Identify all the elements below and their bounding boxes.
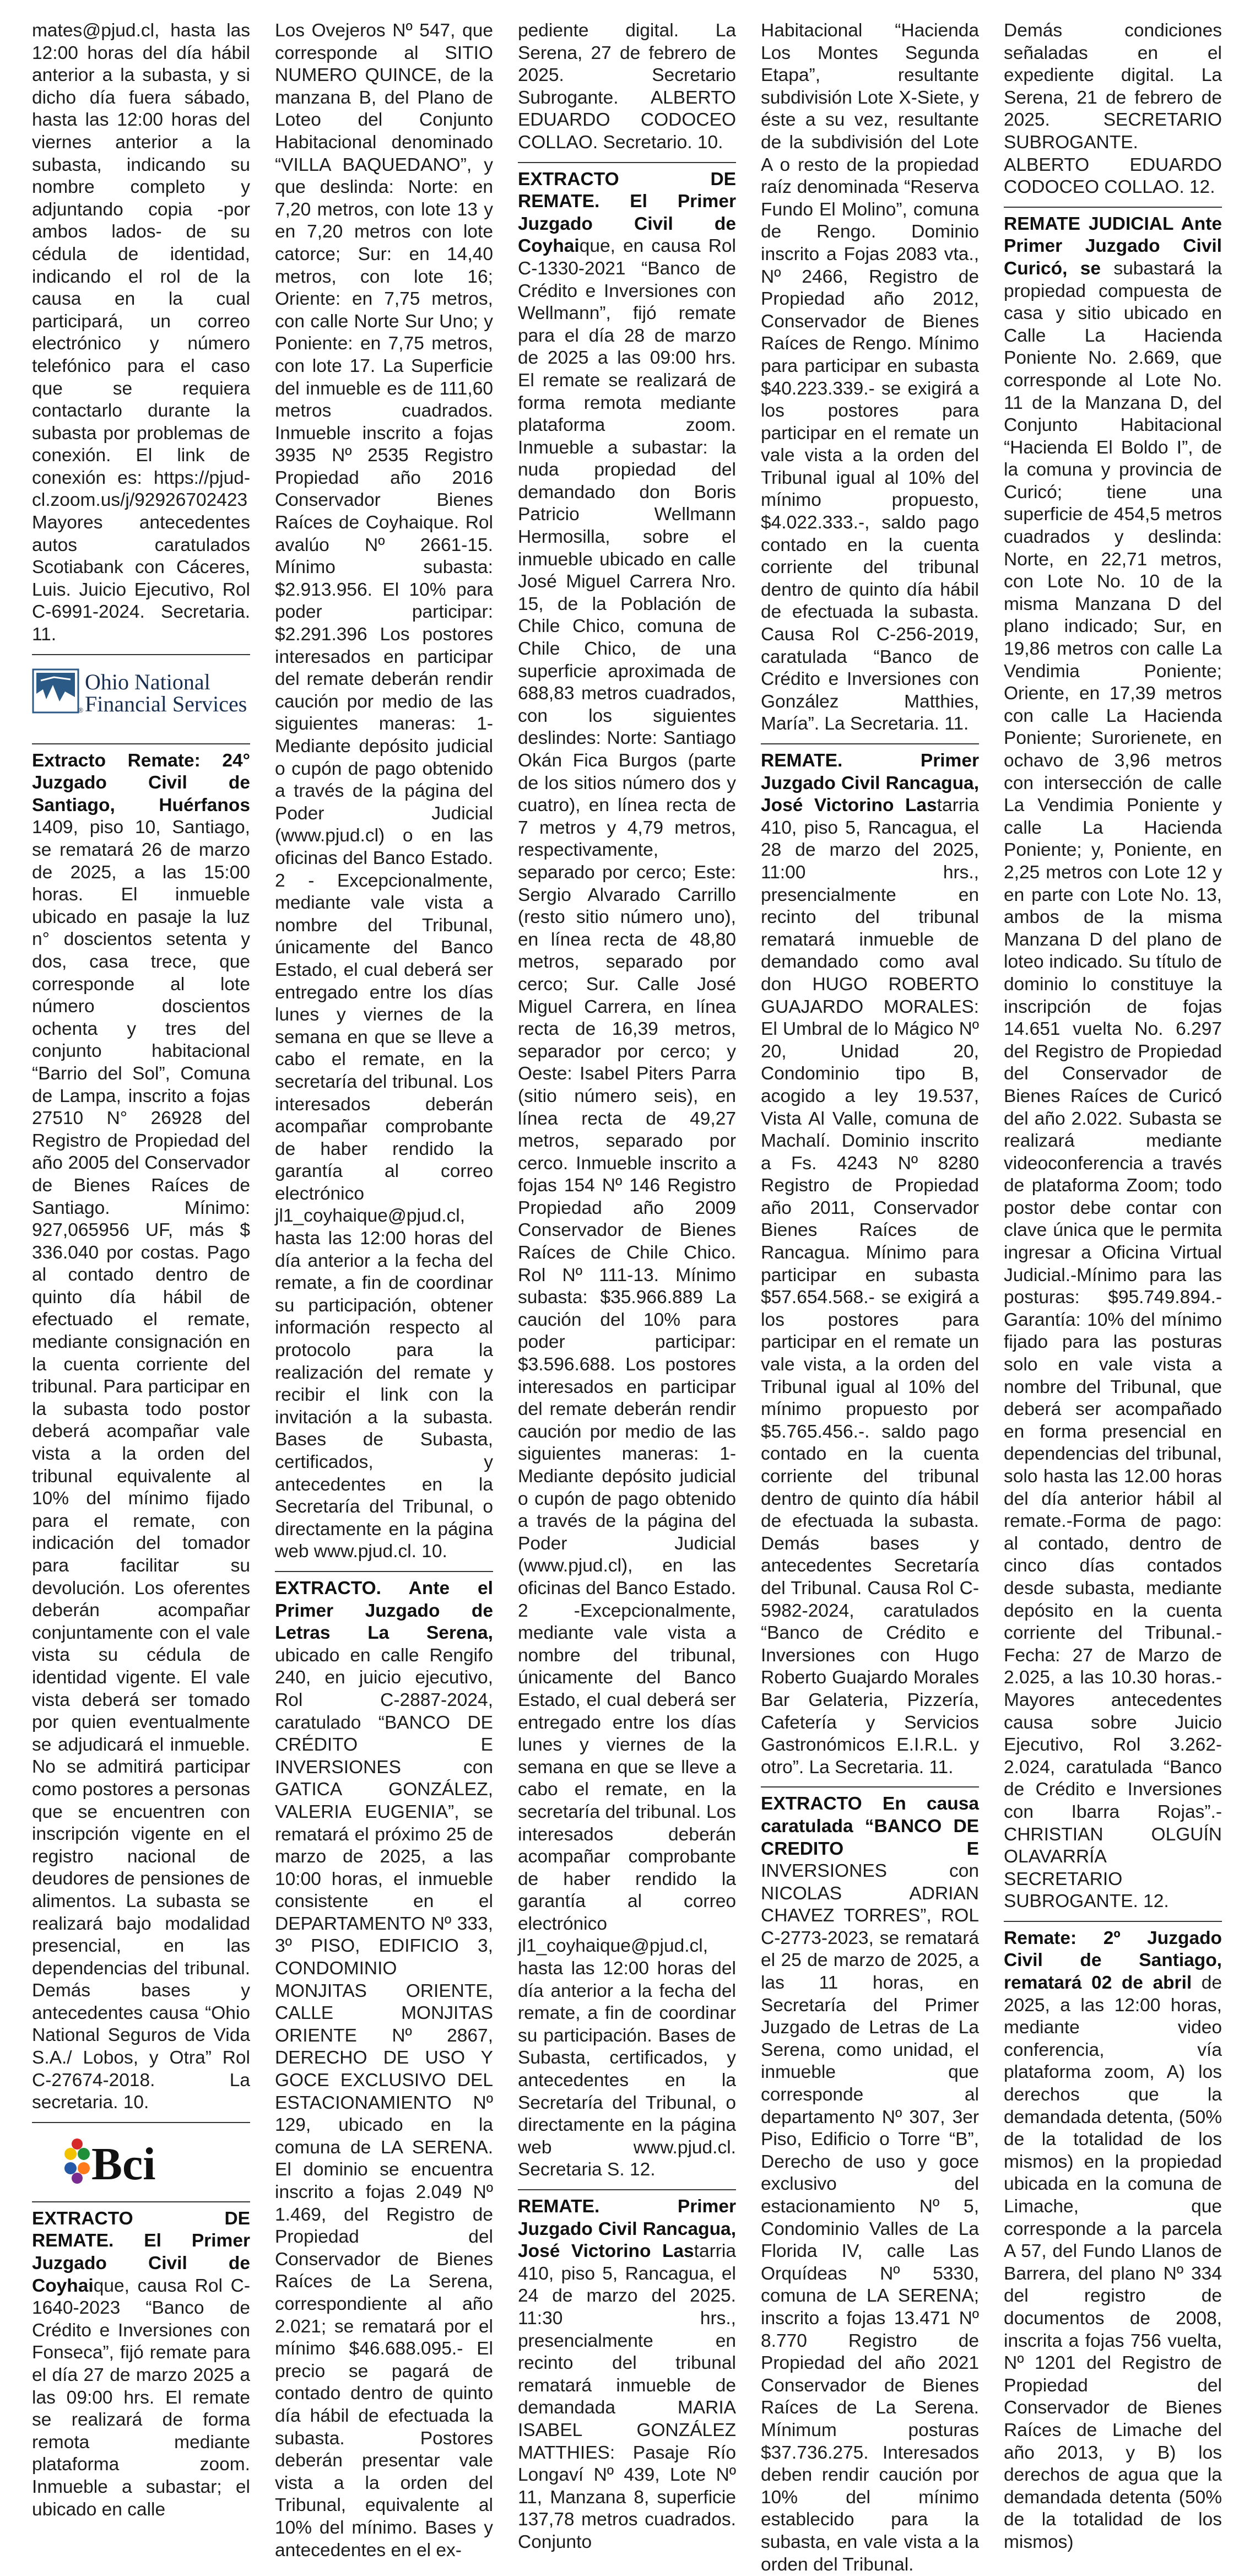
ohio-national-logo-graphic <box>32 661 250 736</box>
column-5 <box>1004 20 1222 2552</box>
divider <box>32 743 250 744</box>
ohio-national-line2: Financial Services <box>85 691 247 716</box>
notice-curico-ibarra <box>1004 213 1222 1913</box>
divider <box>32 654 250 655</box>
notice-rancagua-gonzalez <box>518 2196 736 2554</box>
newspaper-page <box>32 20 1222 2575</box>
column-2 <box>275 20 493 2561</box>
notice-continuation: Habitacional “Hacienda Los Montes Segunda Etapa”, resultante subdivisión Lote X-Siete, y éste a su vez, resultante de la subdivisión del Lote A o resto de la propiedad raíz denominada “Reserva Fundo El Molino”, comuna de Rengo. Dominio inscrito a Fojas 2083 vta., Nº 2466, Registro de Propiedad año 2012, Conservador de Bienes Raíces de Rengo. Mínimo para participar en subasta $40.223.339.- se exigirá a los postores para participar en el remate un vale vista a la orden del Tribunal igual al 10% del mínimo propuesto, $4.022.333.-, saldo pago contado en la cuenta corriente del tribunal dentro de quinto día hábil de efectuada la subasta. Causa Rol C-256-2019, caratulada “Banco de Crédito e Inversiones con González Matthies, María”. La Secretaria. 11. <box>761 20 979 735</box>
notice-body: tarria 410, piso 5, Rancagua, el 24 de marzo del 2025. 11:30 hrs., presencialmente en recinto del tribunal rematará inmueble de demandada MARIA ISABEL GONZÁLEZ MATTHIES: Pasaje Río Longaví Nº 439, Lote Nº 11, Manzana 8, superficie 137,78 metros cuadrados. Conjunto <box>518 2241 736 2552</box>
ohio-national-line1: Ohio National <box>85 669 210 694</box>
notice-body: tarria 410, piso 5, Rancagua, el 28 de marzo del 2025, 11:00 hrs., presencialmente en recinto del tribunal rematará inmueble de demandado como aval don HUGO ROBERTO GUAJARDO MORALES: El Umbral de lo Mágico Nº 20, Unidad 20, Condominio tipo B, acogido a ley 19.537, Vista Al Valle, comuna de Machalí. Dominio inscrito a Fs. 4243 Nº 8280 Registro de Propiedad año 2011, Conservador Bienes Raíces de Rancagua. Mínimo para participar en subasta $57.654.568.- se exigirá a los postores para participar en el remate un vale vista, a la orden del Tribunal igual al 10% del mínimo propuesto por $5.765.456.-. saldo pago contado en la cuenta corriente del tribunal dentro de quinto día hábil de efectuada la subasta. Demás bases y antecedentes Secretaría del Tribunal. Causa Rol C-5982-2024, caratulados “Banco de Crédito e Inversiones con Hugo Roberto Guajardo Morales Bar Gelateria, Pizzería, Cafetería y Servicios Gastronómicos E.I.R.L. y otro”. La Secretaria. 11. <box>761 795 979 1778</box>
registered-mark: ® <box>78 706 83 714</box>
notice-heading: EXTRACTO DE REMATE. El Primer Juzgado Civil de Coyhai <box>32 2208 250 2296</box>
notice-body: que, en causa Rol C-1330-2021 “Banco de Crédito e Inversiones con Wellmann”, fijó remate para el día 28 de marzo de 2025 a las 09:00 hrs. El remate se realizará de forma remota mediante plataforma zoom. Inmueble a subastar: la nuda propiedad del demandado don Boris Patricio Wellmann Hermosilla, sobre el inmueble ubicado en calle José Miguel Carrera Nro. 15, de la Población de Chile Chico, comuna de Chile Chico, de una superficie aproximada de 688,83 metros cuadrados, con los siguientes deslindes: Norte: Santiago Okán Fica Burgos (parte de los sitios número dos y cuatro), en línea recta de 7 metros y 4,79 metros, respectivamente, separado por cerco; Este: Sergio Alvarado Carrillo (resto sitio número uno), en línea recta de 48,80 metros, separado por cerco; Sur. Calle José Miguel Carrera, en línea recta de 16,39 metros, separador por cerco; y Oeste: Isabel Piters Parra (sitio número seis), en línea recta de 49,27 metros, separado por cerco. Inmueble inscrito a fojas 154 Nº 146 Registro Propiedad año 2009 Conservador de Bienes Raíces de Chile Chico. Rol Nº 111-13. Mínimo subasta: $35.966.889 La caución del 10% para poder participar: $3.596.688. Los postores interesados en participar del remate deberán rendir caución por medio de las siguientes maneras: 1- Mediante depósito judicial o cupón de pago obtenido a través de la página del Poder Judicial (www.pjud.cl), en las oficinas del Banco Estado. 2 -Excepcionalmente, mediante vale vista a nombre del tribunal, únicamente del Banco Estado, el cual deberá ser entregado entre los días lunes y viernes de la semana en que se lleve a cabo el remate, en la secretaría del tribunal. Los interesados deberán acompañar comprobante de haber rendido la garantía al correo electrónico jl1_coyhaique@pjud.cl, hasta las 12:00 horas del día anterior a la fecha del remate, a fin de coordinar su participación. Bases de Subasta, certificados, y antecedentes en la Secretaría del Tribunal, o directamente en la página web www.pjud.cl. Secretaria S. 12. <box>518 236 736 2180</box>
notice-continuation: Los Ovejeros Nº 547, que corresponde al SITIO NUMERO QUINCE, de la manzana B, del Plano de Loteo del Conjunto Habitacional denominado “VILLA BAQUEDANO”, y que deslinda: Norte: en 7,20 metros, con lote 13 y en 7,20 metros con lote catorce; Sur: en 14,40 metros, con lote 16; Oriente: en 7,75 metros, con calle Norte Sur Uno; y Poniente: en 7,75 metros, con lote 17. La Superficie del inmueble es de 111,60 metros cuadrados. Inmueble inscrito a fojas 3935 Nº 2535 Registro Propiedad año 2016 Conservador Bienes Raíces de Coyhaique. Rol avalúo Nº 2661-15. Mínimo subasta: $2.913.956. El 10% para poder participar: $2.291.396 Los postores interesados en participar del remate deberán rendir caución por medio de las siguientes maneras: 1- Mediante depósito judicial o cupón de pago obtenido a través de la página del Poder Judicial (www.pjud.cl) o en las oficinas del Banco Estado. 2 - Excepcionalmente, mediante vale vista a nombre del Tribunal, únicamente del Banco Estado, el cual deberá ser entregado entre los días lunes y viernes de la semana en que se lleve a cabo el remate, en la secretaría del tribunal. Los interesados deberán acompañar comprobante de haber rendido la garantía al correo electrónico jl1_coyhaique@pjud.cl, hasta las 12:00 horas del día anterior a la fecha del remate, a fin de coordinar su participación, obtener información respecto al protocolo para la realización del remate y recibir el link con la invitación a la subasta. Bases de Subasta, certificados, y antecedentes en la Secretaría del Tribunal, o directamente en la página web www.pjud.cl. 10. <box>275 20 493 1562</box>
notice-continuation: Demás condiciones señaladas en el expediente digital. La Serena, 21 de febrero de 2025. SECRETARIO SUBROGANTE. ALBERTO EDUARDO CODOCEO COLLAO. 12. <box>1004 20 1222 198</box>
column-1 <box>32 20 250 2520</box>
notice-heading: REMATE JUDICIAL Ante Primer Juzgado Civil Curicó, se <box>1004 213 1222 279</box>
divider <box>275 1571 493 1572</box>
notice-heading: Extracto Remate: 24° Juzgado Civil de Santiago, Huérfanos <box>32 750 250 816</box>
bci-wordmark: Bci <box>91 2138 156 2190</box>
notice-continuation: mates@pjud.cl, hasta las 12:00 horas del día hábil anterior a la subasta, y si dicho día fuera sábado, hasta las 12:00 horas del viernes anterior a la subasta, indicando su nombre completo y adjuntando copia -por ambos lados- de su cédula de identidad, indicando el rol de la causa en la cual participará, un correo electrónico y número telefónico para el caso que se requiera contactarlo durante la subasta por problemas de conexión. El link de conexión es: https://pjud-cl.zoom.us/j/92926702423 Mayores antecedentes autos caratulados Scotiabank con Cáceres, Luis. Juicio Ejecutivo, Rol C-6991-2024. Secretaria. 11. <box>32 20 250 645</box>
notice-coyhaique-wellmann <box>518 169 736 2181</box>
notice-body: de 2025, a las 12:00 horas, mediante video conferencia, vía plataforma zoom, A) los derechos que la demandada detenta, (50% de la totalidad de los mismos) en la propiedad ubicada en la comuna de Limache, que corresponde a la parcela A 57, del Fundo Llanos de Barrera, del plano Nº 334 del registro de documentos de 2008, inscrita a fojas 756 vuelta, Nº 1201 del Registro de Propiedad del Conservador de Bienes Raíces de Limache del año 2013, y B) los derechos de agua que la demandada detenta (50% de la totalidad de los mismos) <box>1004 1973 1222 2552</box>
bci-logo-graphic <box>32 2129 250 2194</box>
notice-2-juzgado-santiago <box>1004 1927 1222 2554</box>
notice-body: que, causa Rol C-1640-2023 “Banco de Crédito e Inversiones con Fonseca”, fijó remate para el día 27 de marzo 2025 a las 09:00 hrs. El remate se realizará de forma remota mediante plataforma zoom. Inmueble a subastar; el ubicado en calle <box>32 2275 250 2520</box>
column-4 <box>761 20 979 2575</box>
divider <box>518 2189 736 2190</box>
bci-logo <box>32 2129 250 2194</box>
notice-coyhaique-fonseca <box>32 2208 250 2521</box>
divider <box>761 743 979 744</box>
notice-heading: REMATE. Primer Juzgado Civil Rancagua, José Victorino Las <box>518 2196 736 2262</box>
notice-heading: EXTRACTO. Ante el Primer Juzgado de Letras La Serena, <box>275 1578 493 1644</box>
notice-heading: Remate: 2º Juzgado Civil de Santiago, rematará 02 de abril <box>1004 1927 1222 1994</box>
notice-body: 1409, piso 10, Santiago, se rematará 26 de marzo de 2025, a las 15:00 horas. El inmueble ubicado en pasaje la luz n° doscientos setenta y dos, casa trece, que corresponde al lote número doscientos ochenta y tres del conjunto habitacional “Barrio del Sol”, Comuna de Lampa, inscrito a fojas 27510 N° 26928 del Registro de Propiedad del año 2005 del Conservador de Bienes Raíces de Santiago. Mínimo: 927,065956 UF, más $ 336.040 por costas. Pago al contado dentro de quinto día hábil de efectuado el remate, mediante consignación en la cuenta corriente del tribunal. Para participar en la subasta todo postor deberá acompañar vale vista a la orden del tribunal equivalente al 10% del mínimo fijado para el remate, con indicación del tomador para facilitar su devolución. Los oferentes deberán acompañar conjuntamente con el vale vista su cédula de identidad vigente. El vale vista deberá ser tomado por quien eventualmente se adjudicará el inmueble. No se admitirá participar como postores a personas que se encuentren con inscripción vigente en el registro nacional de deudores de pensiones de alimentos. La subasta se realizará bajo modalidad presencial, en las dependencias del tribunal. Demás bases y antecedentes causa “Ohio National Seguros de Vida S.A./ Lobos, y Otra” Rol C-27674-2018. La secretaria. 10. <box>32 817 250 2113</box>
divider <box>1004 207 1222 208</box>
divider <box>32 2122 250 2123</box>
notice-body: INVERSIONES con NICOLAS ADRIAN CHAVEZ TORRES”, ROL C-2773-2023, se rematará el 25 de marzo de 2025, a las 11 horas, en Secretaría del Primer Juzgado de Letras de La Serena, como unidad, el inmueble que corresponde al departamento Nº 307, 3er Piso, Edificio o Torre “B”, Derecho de uso y goce exclusivo del estacionamiento Nº 5, Condominio Valles de La Florida IV, calle Las Orquídeas Nº 5330, comuna de LA SERENA; inscrito a fojas 13.471 Nº 8.770 Registro de Propiedad del año 2021 Conservador de Bienes Raíces de La Serena. Mínimum posturas $37.736.275. Interesados deben rendir caución por 10% del mínimo establecido para la subasta, en vale vista a la orden del Tribunal. <box>761 1861 979 2575</box>
notice-continuation: pediente digital. La Serena, 27 de febrero de 2025. Secretario Subrogante. ALBERTO EDUARDO CODOCEO COLLAO. Secretario. 10. <box>518 20 736 153</box>
notice-heading: EXTRACTO DE REMATE. El Primer Juzgado Civil de Coyhai <box>518 169 736 257</box>
notice-heading: EXTRACTO En causa caratulada “BANCO DE CREDITO E <box>761 1794 979 1859</box>
notice-24-juzgado-santiago <box>32 750 250 2114</box>
divider <box>761 1786 979 1787</box>
divider <box>32 2201 250 2202</box>
notice-la-serena-chavez <box>761 1793 979 2576</box>
notice-rancagua-guajardo <box>761 750 979 1779</box>
column-3 <box>518 20 736 2552</box>
ohio-national-logo <box>32 661 250 736</box>
notice-body: ubicado en calle Rengifo 240, en juicio ejecutivo, Rol C-2887-2024, caratulado “BANCO DE CRÉDITO E INVERSIONES con GATICA GONZÁLEZ, VALERIA EUGENIA”, se rematará el próximo 25 de marzo de 2025, a las 10:00 horas, el inmueble consistente en el DEPARTAMENTO Nº 333, 3º PISO, EDIFICIO 3, CONDOMINIO MONJITAS ORIENTE, CALLE MONJITAS ORIENTE Nº 2867, DERECHO DE USO Y GOCE EXCLUSIVO DEL ESTACIONAMIENTO Nº 129, ubicado en la comuna de LA SERENA. El dominio se encuentra inscrito a fojas 2.049 Nº 1.469, del Registro de Propiedad del Conservador de Bienes Raíces de La Serena, correspondiente al año 2.021; se rematará por el mínimo $46.688.095.- El precio se pagará de contado dentro de quinto día hábil de efectuada la subasta. Postores deberán presentar vale vista a la orden del Tribunal, equivalente al 10% del mínimo. Bases y antecedentes en el ex- <box>275 1645 493 2561</box>
notice-heading: REMATE. Primer Juzgado Civil Rancagua, José Victorino Las <box>761 750 979 816</box>
divider <box>1004 1921 1222 1922</box>
notice-body: subastará la propiedad compuesta de casa y sitio ubicado en Calle La Hacienda Poniente No. 2.669, que corresponde al Lote No. 11 de la Manzana D, del Conjunto Habitacional “Hacienda El Boldo I”, de la comuna y provincia de Curicó; tiene una superficie de 454,5 metros cuadrados y deslinda: Norte, en 22,71 metros, con Lote No. 10 de la misma Manzana D del plano indicado; Sur, en 19,86 metros con calle La Vendimia Poniente; Oriente, en 17,39 metros con calle La Hacienda Poniente; Surorienete, en ochavo de 3,96 metros con intersección de calle La Vendimia Poniente y calle La Hacienda Poniente; y, Poniente, en 2,25 metros con Lote 12 y en parte con Lote No. 13, ambos de la misma Manzana D del plano de loteo indicado. Su título de dominio lo constituye la inscripción de fojas 14.651 vuelta No. 6.297 del Registro de Propiedad del Conservador de Bienes Raíces de Curicó del año 2.022. Subasta se realizará mediante videoconferencia a través de plataforma Zoom; todo postor debe contar con clave única que le permita ingresar a Oficina Virtual Judicial.-Mínimo para las posturas: $95.749.894.- Garantía: 10% del mínimo fijado para las posturas solo en vale vista a nombre del Tribunal, que deberá ser acompañado en forma presencial en dependencias del tribunal, solo hasta las 12.00 horas del día anterior hábil al remate.-Forma de pago: al contado, dentro de cinco días contados desde subasta, mediante depósito en la cuenta corriente del Tribunal.- Fecha: 27 de Marzo de 2.025, a las 10.30 horas.- Mayores antecedentes causa sobre Juicio Ejecutivo, Rol 3.262-2.024, caratulada “Banco de Crédito e Inversiones con Ibarra Rojas”.- CHRISTIAN OLGUÍN OLAVARRÍA SECRETARIO SUBROGANTE. 12. <box>1004 258 1222 1912</box>
notice-la-serena-gatica <box>275 1578 493 2562</box>
divider <box>518 162 736 163</box>
